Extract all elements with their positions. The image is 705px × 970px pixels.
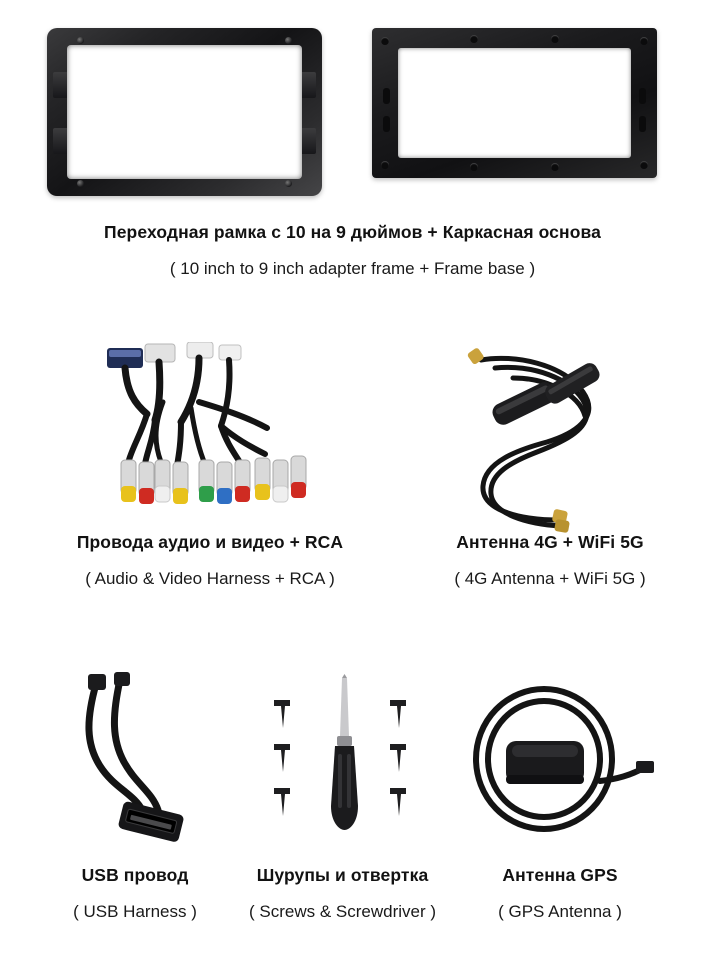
frame-screw-hole — [77, 180, 84, 187]
caption-gps-en: ( GPS Antenna ) — [498, 902, 622, 921]
frame-base-hole — [640, 161, 648, 169]
frame-base-slot — [383, 116, 390, 132]
frame-screw-hole — [77, 37, 84, 44]
frame-clip — [53, 72, 69, 98]
usb-harness-photo — [60, 670, 230, 850]
adapter-frame-photo — [47, 28, 322, 196]
caption-adapter-frame-ru: Переходная рамка с 10 на 9 дюймов + Каркасная основа — [104, 222, 601, 242]
caption-screws-en: ( Screws & Screwdriver ) — [248, 902, 437, 921]
frame-base-hole — [381, 37, 389, 45]
frame-base-hole — [551, 35, 559, 43]
frame-screw-hole — [285, 37, 292, 44]
row-adapter-frame — [0, 0, 705, 300]
frame-base-slot — [383, 88, 390, 104]
caption-usb-en: ( USB Harness ) — [73, 902, 197, 921]
frame-base-hole — [640, 37, 648, 45]
caption-antenna-4g-ru: Антенна 4G + WiFi 5G — [456, 532, 644, 552]
frame-clip — [300, 128, 316, 154]
screws-screwdriver-photo — [250, 670, 430, 850]
frame-base-hole — [470, 163, 478, 171]
frame-base-hole — [381, 161, 389, 169]
audio-video-harness-photo — [95, 342, 325, 532]
frame-base-slot — [639, 88, 646, 104]
caption-gps-ru: Антенна GPS — [502, 865, 618, 885]
caption-usb-ru: USB провод — [81, 865, 189, 885]
caption-antenna-4g-en: ( 4G Antenna + WiFi 5G ) — [454, 569, 646, 588]
antenna-4g-wifi-photo — [455, 338, 645, 533]
caption-screws-ru: Шурупы и отвертка — [256, 865, 429, 885]
frame-base-photo — [372, 28, 657, 178]
frame-screw-hole — [285, 180, 292, 187]
caption-harness-ru: Провода аудио и видео + RCA — [76, 532, 344, 552]
caption-adapter-frame-en: ( 10 inch to 9 inch adapter frame + Frame base ) — [169, 259, 536, 278]
frame-base-hole — [551, 163, 559, 171]
frame-clip — [53, 128, 69, 154]
frame-base-hole — [470, 35, 478, 43]
gps-antenna-photo — [460, 675, 660, 855]
frame-base-slot — [639, 116, 646, 132]
caption-harness-en: ( Audio & Video Harness + RCA ) — [85, 569, 335, 588]
frame-clip — [300, 72, 316, 98]
row-usb-screws-gps — [0, 650, 705, 970]
row-harness-antenna — [0, 320, 705, 600]
